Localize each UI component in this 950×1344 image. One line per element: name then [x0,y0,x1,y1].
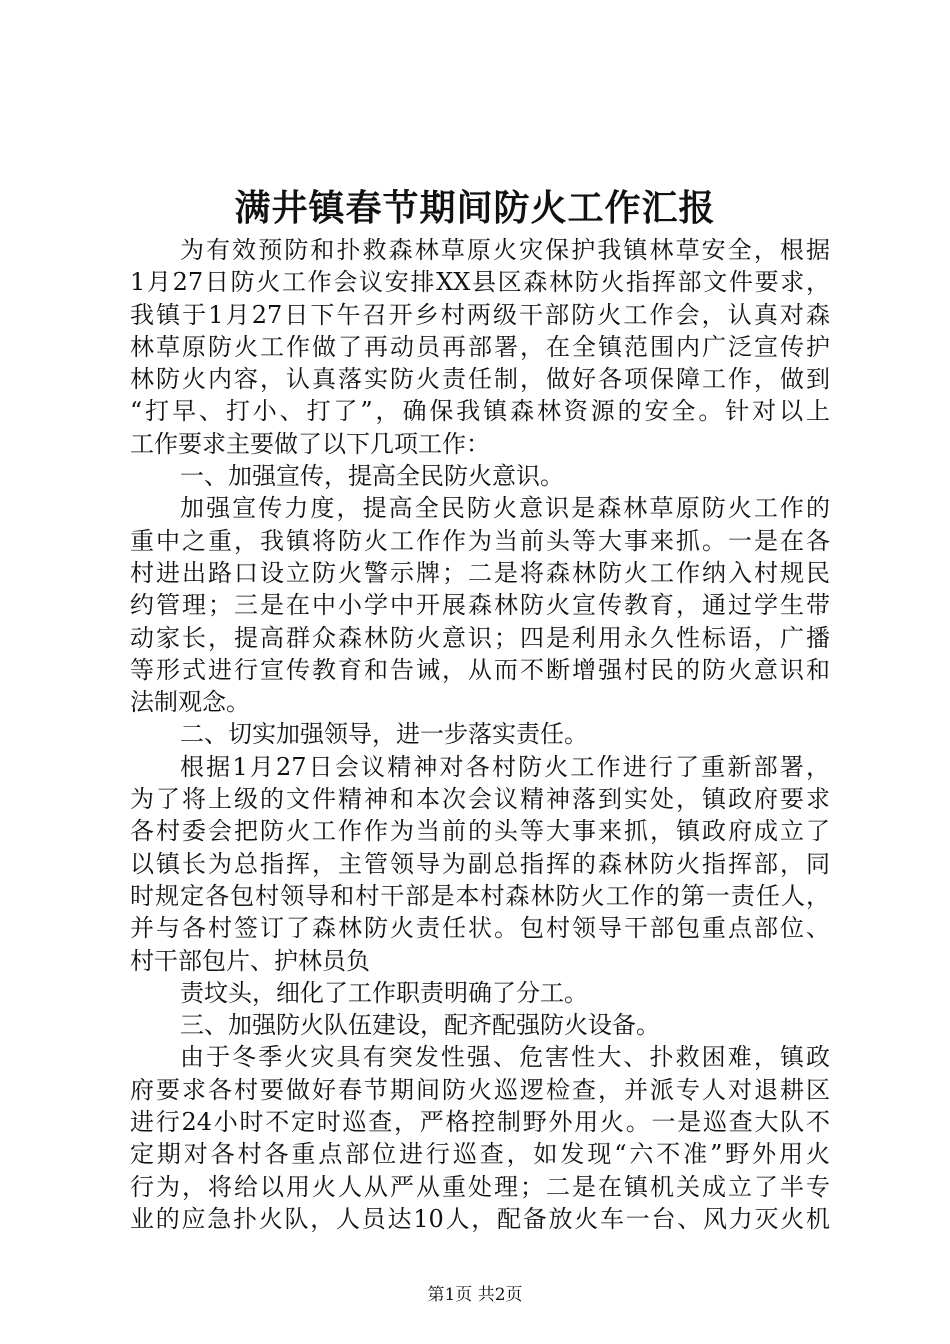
page-footer: 第1页 共2页 [427,1285,523,1305]
body-text-line: 根据1月27日会议精神对各村防火工作进行了重新部署， [180,752,830,781]
body-text-line: 加强宣传力度，提高全民防火意识是森林草原防火工作的 [180,494,830,523]
body-text-line: 约管理；三是在中小学中开展森林防火宣传教育，通过学生带 [130,591,830,620]
body-text-line: 以镇长为总指挥，主管领导为副总指挥的森林防火指挥部，同 [130,849,830,878]
body-text-line: 林草原防火工作做了再动员再部署，在全镇范围内广泛宣传护 [130,332,830,361]
body-text-line: 府要求各村要做好春节期间防火巡逻检查，并派专人对退耕区 [130,1075,830,1104]
body-text-line: 一、加强宣传，提高全民防火意识。 [180,462,564,491]
body-text-line: 并与各村签订了森林防火责任状。包村领导干部包重点部位、 [130,914,830,943]
body-text-line: 业的应急扑火队，人员达10人，配备放火车一台、风力灭火机 [130,1204,830,1233]
body-text-line: 二、切实加强领导，进一步落实责任。 [180,720,588,749]
body-text-line: 等形式进行宣传教育和告诫，从而不断增强村民的防火意识和 [130,655,830,684]
body-text-line: 进行24小时不定时巡查，严格控制野外用火。一是巡查大队不 [130,1108,830,1137]
body-text-line: 法制观念。 [130,688,250,717]
body-text-line: 工作要求主要做了以下几项工作： [130,429,490,458]
body-text-line: 动家长，提高群众森林防火意识；四是利用永久性标语，广播 [130,623,830,652]
body-text-line: 1月27日防火工作会议安排XX县区森林防火指挥部文件要求， [130,268,830,297]
body-text-line: 各村委会把防火工作作为当前的头等大事来抓，镇政府成立了 [130,817,830,846]
document-title: 满井镇春节期间防火工作汇报 [234,187,716,229]
body-text-line: 由于冬季火灾具有突发性强、危害性大、扑救困难，镇政 [180,1043,830,1072]
body-text-line: 责坟头，细化了工作职责明确了分工。 [180,978,588,1007]
body-text-line: 村干部包片、护林员负 [130,946,370,975]
document-body [130,234,830,1235]
body-text-line: 重中之重，我镇将防火工作作为当前头等大事来抓。一是在各 [130,526,830,555]
body-text-line: 行为，将给以用火人从严从重处理；二是在镇机关成立了半专 [130,1172,830,1201]
body-text-line: 时规定各包村领导和村干部是本村森林防火工作的第一责任人， [130,881,830,910]
body-text-line: 为有效预防和扑救森林草原火灾保护我镇林草安全，根据 [180,236,830,264]
body-text-line: 三、加强防火队伍建设，配齐配强防火设备。 [180,1011,660,1040]
body-text-line: 定期对各村各重点部位进行巡查，如发现“六不准”野外用火 [130,1140,830,1169]
body-text-line: 我镇于1月27日下午召开乡村两级干部防火工作会，认真对森 [130,300,830,329]
body-text-line: “打早、打小、打了”，确保我镇森林资源的安全。针对以上 [130,397,830,426]
body-text-line: 为了将上级的文件精神和本次会议精神落到实处，镇政府要求 [130,785,830,814]
body-text-line: 林防火内容，认真落实防火责任制，做好各项保障工作，做到 [130,365,830,394]
body-text-line: 村进出路口设立防火警示牌；二是将森林防火工作纳入村规民 [130,558,830,587]
